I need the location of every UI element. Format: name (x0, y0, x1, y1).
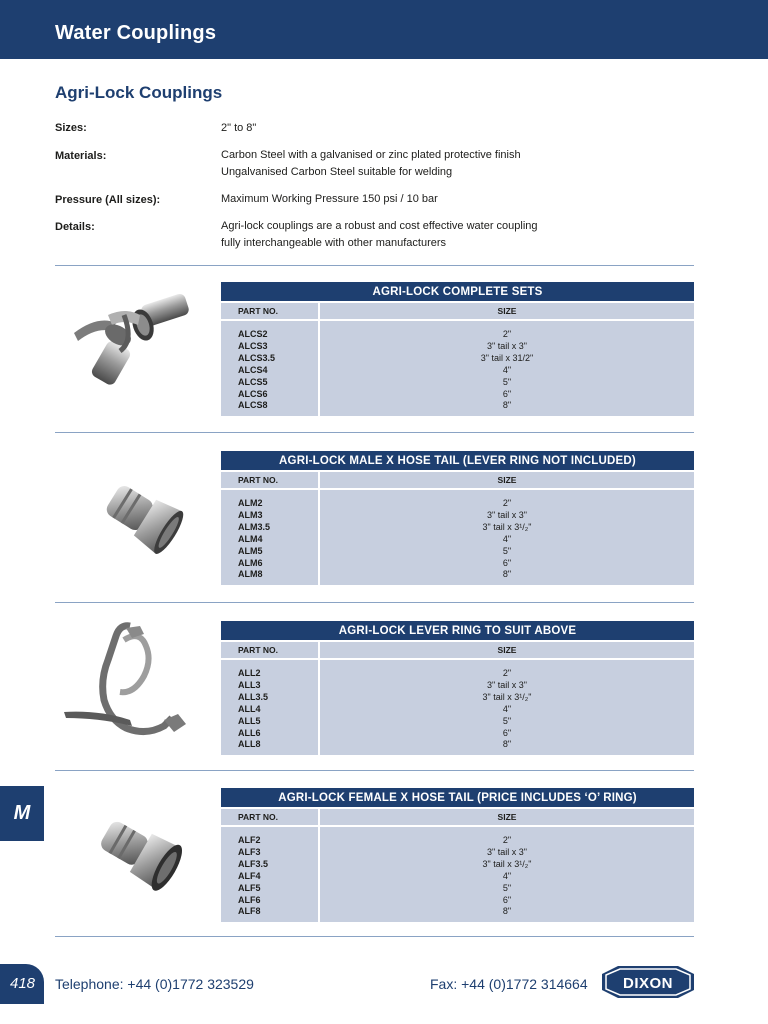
part-numbers-cell (221, 659, 319, 755)
size-value: 3" tail x 3¹/₂" (482, 521, 532, 532)
part-number: ALM5 (238, 545, 263, 556)
size-value: 2" (502, 498, 512, 508)
col-header-size: SIZE (319, 641, 694, 659)
size-value: 5" (502, 715, 512, 726)
part-number: ALF6 (238, 894, 261, 905)
fax-label: Fax: (430, 976, 458, 992)
size-value: 2" (502, 835, 512, 845)
complete-set-coupling-image (68, 285, 198, 395)
part-number: ALCS2 (238, 329, 268, 339)
table-title: AGRI-LOCK FEMALE X HOSE TAIL (PRICE INCLUDES ‘O’ RING) (221, 788, 694, 808)
table-lever-ring (221, 621, 694, 755)
sizes-cell (319, 489, 694, 585)
spec-line: Carbon Steel with a galvanised or zinc plated protective finish (221, 149, 521, 161)
size-value: 3" tail x 3" (487, 340, 527, 351)
part-number: ALF3 (238, 846, 261, 857)
col-header-part-no: PART NO. (221, 641, 319, 659)
part-number: ALM2 (238, 498, 263, 508)
section-tab-marker: M (0, 786, 44, 841)
part-number: ALF2 (238, 835, 261, 845)
dixon-logo (600, 962, 696, 1002)
part-number: ALL3 (238, 679, 261, 690)
part-number: ALF8 (238, 906, 261, 917)
size-value: 3" tail x 3" (487, 509, 527, 520)
part-number: ALF3.5 (238, 858, 269, 869)
part-number: ALCS4 (238, 364, 268, 375)
section-title: Agri-Lock Couplings (55, 83, 223, 102)
spec-line: Maximum Working Pressure 150 psi / 10 bar (221, 193, 438, 205)
spec-line: fully interchangeable with other manufacturers (221, 237, 447, 249)
part-number: ALL3.5 (238, 691, 269, 702)
part-number: ALM6 (238, 557, 263, 568)
divider (55, 432, 694, 433)
size-value: 4" (502, 533, 512, 544)
part-number: ALF4 (238, 870, 261, 881)
divider (55, 602, 694, 603)
part-number: ALM4 (238, 533, 263, 544)
col-header-size: SIZE (319, 808, 694, 826)
part-number: ALL2 (238, 668, 261, 678)
table-male-hose-tail (221, 451, 694, 585)
footer-telephone (55, 976, 254, 992)
size-value: 3" tail x 3¹/₂" (482, 691, 532, 702)
col-header-part-no: PART NO. (221, 471, 319, 489)
size-value: 8" (502, 739, 512, 750)
part-number: ALCS6 (238, 388, 268, 399)
size-value: 6" (502, 557, 512, 568)
sizes-cell (319, 320, 694, 416)
table-title: AGRI-LOCK COMPLETE SETS (221, 282, 694, 302)
part-number: ALL8 (238, 739, 261, 750)
page-number-badge (0, 964, 44, 1004)
size-value: 3" tail x 31/2" (480, 352, 534, 363)
spec-line: 2" to 8" (221, 122, 257, 134)
telephone-number: +44 (0)1772 323529 (127, 976, 254, 992)
size-value: 8" (502, 400, 512, 411)
part-number: ALF5 (238, 882, 261, 893)
footer-fax (430, 976, 588, 992)
divider (55, 265, 694, 266)
spec-label-sizes: Sizes: (55, 122, 87, 134)
size-value: 4" (502, 364, 512, 375)
part-number: ALCS3 (238, 340, 268, 351)
spec-value-sizes (221, 120, 256, 137)
col-header-part-no: PART NO. (221, 302, 319, 320)
size-value: 2" (502, 329, 512, 339)
spec-label-details: Details: (55, 221, 95, 233)
spec-label-materials: Materials: (55, 150, 107, 162)
page-number: 418 (10, 975, 36, 992)
part-number: ALL5 (238, 715, 261, 726)
part-number: ALCS3.5 (238, 352, 276, 363)
part-number: ALCS8 (238, 400, 268, 411)
size-value: 6" (502, 727, 512, 738)
col-header-part-no: PART NO. (221, 808, 319, 826)
part-number: ALL6 (238, 727, 261, 738)
male-hose-tail-image (92, 472, 188, 564)
spec-value-details (221, 218, 538, 252)
col-header-size: SIZE (319, 302, 694, 320)
divider (55, 770, 694, 771)
size-value: 3" tail x 3" (487, 846, 527, 857)
spec-line: Agri-lock couplings are a robust and cost effective water coupling (221, 220, 538, 232)
size-value: 8" (502, 906, 512, 917)
table-complete-sets (221, 282, 694, 416)
lever-ring-image (60, 620, 190, 755)
logo-text: DIXON (622, 975, 674, 992)
col-header-size: SIZE (319, 471, 694, 489)
part-numbers-cell (221, 489, 319, 585)
size-value: 2" (502, 668, 512, 678)
size-value: 5" (502, 882, 512, 893)
table-title: AGRI-LOCK MALE X HOSE TAIL (LEVER RING NOT INCLUDED) (221, 451, 694, 471)
size-value: 4" (502, 870, 512, 881)
size-value: 5" (502, 376, 512, 387)
female-hose-tail-image (90, 808, 188, 900)
part-numbers-cell (221, 320, 319, 416)
sizes-cell (319, 826, 694, 922)
size-value: 5" (502, 545, 512, 556)
spec-value-materials (221, 147, 521, 181)
spec-line: Ungalvanised Carbon Steel suitable for welding (221, 166, 453, 178)
telephone-label: Telephone: (55, 976, 124, 992)
fax-number: +44 (0)1772 314664 (461, 976, 588, 992)
page-header (0, 0, 768, 59)
part-number: ALM8 (238, 569, 263, 580)
size-value: 3" tail x 3" (487, 679, 527, 690)
part-number: ALCS5 (238, 376, 268, 387)
size-value: 6" (502, 894, 512, 905)
part-number: ALL4 (238, 703, 261, 714)
size-value: 6" (502, 388, 512, 399)
spec-value-pressure (221, 191, 438, 208)
table-title: AGRI-LOCK LEVER RING TO SUIT ABOVE (221, 621, 694, 641)
spec-label-pressure: Pressure (All sizes): (55, 194, 161, 206)
size-value: 4" (502, 703, 512, 714)
table-female-hose-tail (221, 788, 694, 922)
size-value: 8" (502, 569, 512, 580)
part-number: ALM3.5 (238, 521, 271, 532)
divider (55, 936, 694, 937)
header-title: Water Couplings (55, 22, 217, 44)
part-numbers-cell (221, 826, 319, 922)
part-number: ALM3 (238, 509, 263, 520)
size-value: 3" tail x 3¹/₂" (482, 858, 532, 869)
sizes-cell (319, 659, 694, 755)
